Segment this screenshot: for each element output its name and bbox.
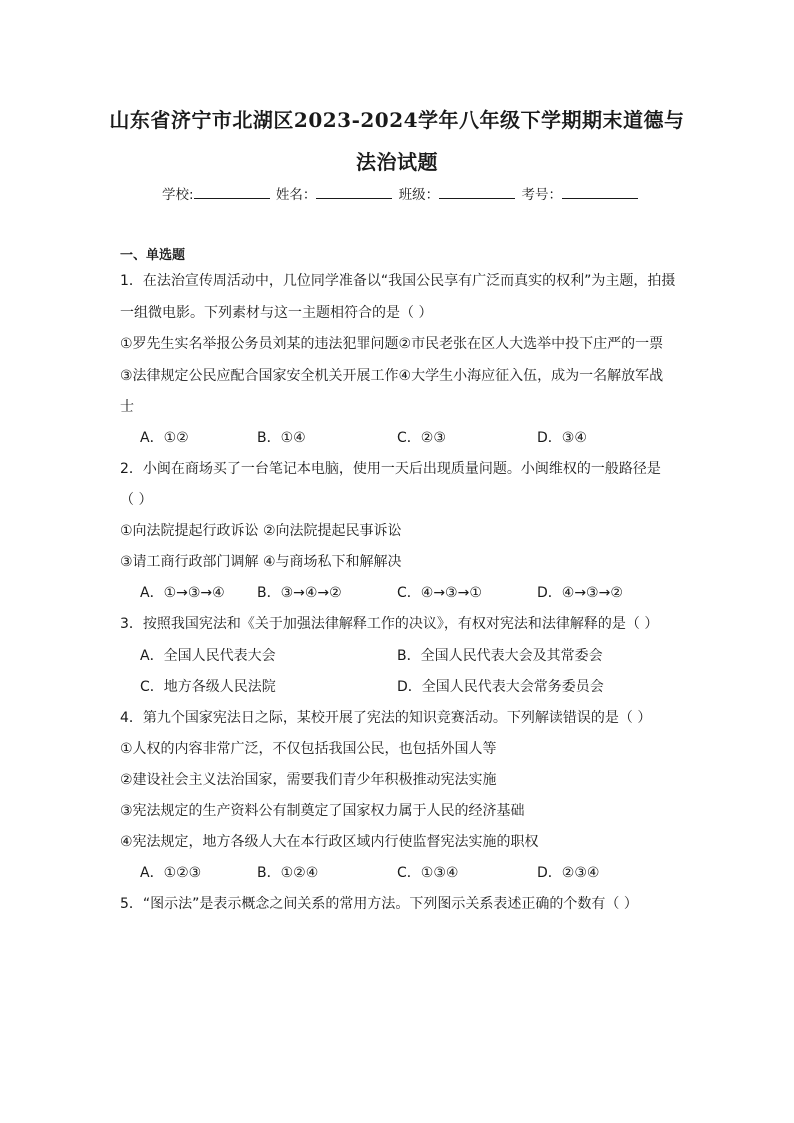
- question-3-option-a[interactable]: A．全国人民代表大会: [140, 648, 276, 664]
- question-5-line-1: 5．“图示法”是表示概念之间关系的常用方法。下列图示关系表述正确的个数有（ ）: [120, 896, 638, 912]
- question-1-option-d[interactable]: D．③④: [537, 430, 587, 446]
- question-4-line-5: ④宪法规定，地方各级人大在本行政区域内行使监督宪法实施的职权: [120, 834, 539, 850]
- question-3-option-d[interactable]: D．全国人民代表大会常务委员会: [397, 679, 604, 695]
- question-3-line-1: 3．按照我国宪法和《关于加强法律解释工作的决议》，有权对宪法和法律解释的是（ ）: [120, 616, 659, 632]
- question-2-line-4: ③请工商行政部门调解 ④与商场私下和解解决: [120, 554, 402, 570]
- question-2-option-d[interactable]: D．④→③→②: [537, 585, 623, 601]
- question-2-line-2: （ ）: [120, 492, 153, 508]
- question-4-option-a[interactable]: A．①②③: [140, 865, 202, 881]
- name-blank[interactable]: [316, 186, 392, 199]
- name-label: 姓名：: [275, 187, 317, 203]
- school-label: 学校:: [162, 187, 194, 203]
- question-4-option-d[interactable]: D．②③④: [537, 865, 600, 881]
- number-label: 考号：: [521, 187, 562, 203]
- question-3-option-b[interactable]: B．全国人民代表大会及其常委会: [397, 648, 603, 664]
- question-1-option-c[interactable]: C．②③: [397, 430, 446, 446]
- exam-title-line-2: 法治试题: [356, 150, 438, 174]
- question-4-option-b[interactable]: B．①②④: [257, 865, 319, 881]
- question-1-line-2: 一组微电影。下列素材与这一主题相符合的是（ ）: [120, 305, 433, 321]
- section-heading: 一、单选题: [120, 248, 186, 263]
- question-2-line-3: ①向法院提起行政诉讼 ②向法院提起民事诉讼: [120, 523, 402, 539]
- class-label: 班级：: [398, 187, 440, 203]
- question-3-option-c[interactable]: C．地方各级人民法院: [140, 679, 276, 695]
- question-4-line-4: ③宪法规定的生产资料公有制奠定了国家权力属于人民的经济基础: [120, 803, 525, 819]
- question-4-line-3: ②建设社会主义法治国家，需要我们青少年积极推动宪法实施: [120, 772, 497, 788]
- question-4-line-2: ①人权的内容非常广泛，不仅包括我国公民，也包括外国人等: [120, 741, 497, 757]
- class-blank[interactable]: [439, 186, 515, 199]
- question-1-line-5: 士: [120, 399, 134, 415]
- question-1-option-a[interactable]: A．①②: [140, 430, 189, 446]
- question-2-line-1: 2．小闽在商场买了一台笔记本电脑，使用一天后出现质量问题。小闽维权的一般路径是: [120, 461, 661, 477]
- question-1-line-3: ①罗先生实名举报公务员刘某的违法犯罪问题②市民老张在区人大选举中投下庄严的一票: [120, 336, 664, 352]
- question-1-line-4: ③法律规定公民应配合国家安全机关开展工作④大学生小海应征入伍，成为一名解放军战: [120, 368, 664, 384]
- question-1-line-1: 1．在法治宣传周活动中，几位同学准备以“我国公民享有广泛而真实的权利”为主题，拍摄: [120, 273, 676, 289]
- question-2-option-c[interactable]: C．④→③→①: [397, 585, 482, 601]
- number-blank[interactable]: [562, 186, 638, 199]
- question-2-option-a[interactable]: A．①→③→④: [140, 585, 225, 601]
- question-4-option-c[interactable]: C．①③④: [397, 865, 459, 881]
- question-2-option-b[interactable]: B．③→④→②: [257, 585, 342, 601]
- exam-title-line-1: 山东省济宁市北湖区2023-2024学年八年级下学期期末道德与: [109, 108, 685, 132]
- question-1-option-b[interactable]: B．①④: [257, 430, 306, 446]
- question-4-line-1: 4．第九个国家宪法日之际，某校开展了宪法的知识竞赛活动。下列解读错误的是（ ）: [120, 710, 652, 726]
- student-info-row: [162, 183, 640, 203]
- school-blank[interactable]: [194, 186, 270, 199]
